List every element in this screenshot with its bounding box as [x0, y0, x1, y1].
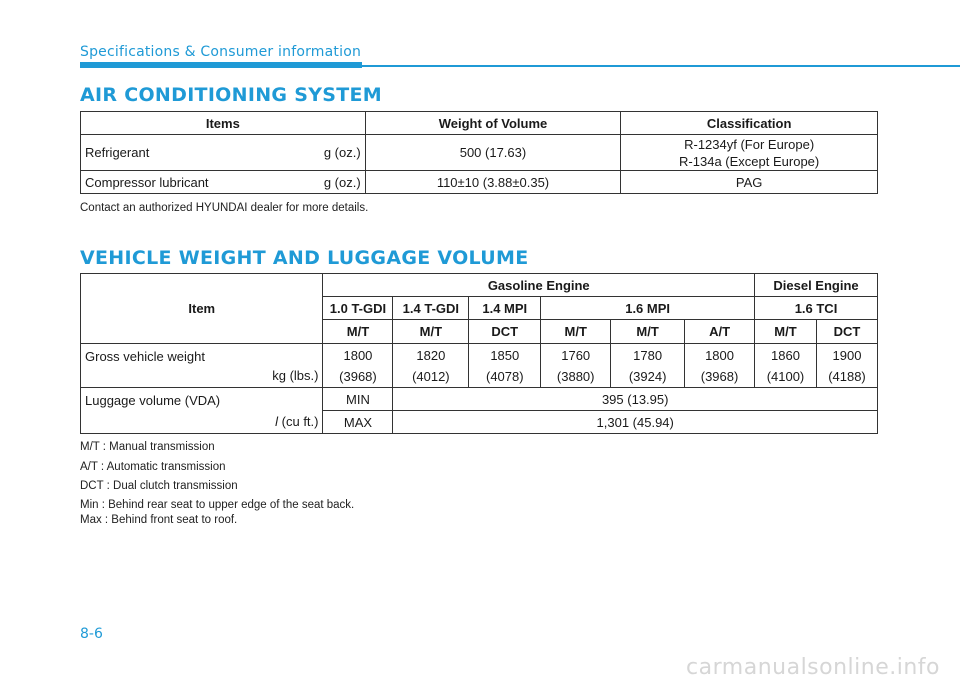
gasoline-header: Gasoline Engine	[323, 274, 755, 297]
gvw-kg: 1800	[343, 347, 373, 363]
ac-header-row	[81, 112, 878, 135]
col-classification: Classification	[621, 112, 878, 135]
liter-symbol: l	[275, 413, 279, 429]
engine-header: 1.4 T-GDI	[393, 297, 469, 320]
max-label: MAX	[323, 411, 393, 434]
gvw-cell	[393, 344, 469, 388]
ac-table	[80, 111, 878, 194]
trans-header: A/T	[685, 320, 755, 344]
note-min: Min : Behind rear seat to upper edge of the seat back.	[80, 499, 355, 511]
engine-header: 1.4 MPI	[469, 297, 541, 320]
gvw-cell	[755, 344, 817, 388]
item-label: Compressor lubricant	[85, 174, 209, 190]
gvw-kg: 1860	[771, 347, 800, 363]
gvw-kg: 1820	[416, 347, 446, 363]
item-label: Refrigerant	[85, 145, 150, 160]
gvw-lbs: (3968)	[700, 368, 739, 384]
gvw-lbs: (3880)	[556, 368, 595, 384]
vw-table	[80, 273, 878, 434]
engine-type-row	[81, 274, 878, 297]
gvw-unit: kg (lbs.)	[272, 367, 319, 383]
max-value: 1,301 (45.94)	[393, 411, 878, 434]
trans-header: DCT	[816, 320, 877, 344]
gvw-label-cell	[81, 344, 323, 388]
page-number: 8-6	[80, 626, 103, 642]
min-value: 395 (13.95)	[393, 388, 878, 411]
gvw-cell	[685, 344, 755, 388]
weight-cell: 500 (17.63)	[365, 135, 621, 171]
item-unit: g (oz.)	[323, 145, 361, 160]
gvw-label: Gross vehicle weight	[85, 348, 205, 364]
gvw-cell	[816, 344, 877, 388]
table-row	[81, 135, 878, 171]
class-cell: PAG	[621, 171, 878, 194]
vw-title: VEHICLE WEIGHT AND LUGGAGE VOLUME	[80, 247, 529, 269]
engine-header: 1.6 TCI	[755, 297, 878, 320]
trans-header: M/T	[541, 320, 611, 344]
ac-title: AIR CONDITIONING SYSTEM	[80, 84, 382, 106]
gvw-lbs: (3924)	[628, 368, 667, 384]
class-cell	[621, 135, 878, 171]
trans-header: M/T	[323, 320, 393, 344]
engine-header: 1.0 T-GDI	[323, 297, 393, 320]
gvw-cell	[541, 344, 611, 388]
diesel-header: Diesel Engine	[755, 274, 878, 297]
note-max: Max : Behind front seat to roof.	[80, 514, 238, 526]
header-rule-thin	[362, 65, 960, 67]
luggage-label: Luggage volume (VDA)	[85, 392, 221, 408]
luggage-unit	[85, 411, 318, 432]
gvw-kg: 1850	[490, 347, 520, 363]
ac-note: Contact an authorized HYUNDAI dealer for more details.	[80, 202, 369, 214]
gvw-lbs: (4012)	[412, 368, 450, 384]
note-mt: M/T : Manual transmission	[80, 441, 215, 453]
section-header: Specifications & Consumer information	[80, 44, 362, 60]
gvw-cell	[611, 344, 685, 388]
item-header: Item	[81, 274, 323, 344]
trans-header: M/T	[611, 320, 685, 344]
gvw-lbs: (4188)	[828, 368, 866, 384]
item-unit: g (oz.)	[323, 174, 361, 190]
col-items: Items	[81, 112, 366, 135]
gvw-lbs: (4078)	[485, 368, 524, 384]
note-dct: DCT : Dual clutch transmission	[80, 480, 238, 492]
trans-header: DCT	[469, 320, 541, 344]
item-cell	[81, 135, 366, 171]
trans-header: M/T	[755, 320, 817, 344]
gvw-lbs: (4100)	[766, 368, 805, 384]
table-row	[81, 171, 878, 194]
gvw-kg: 1780	[633, 347, 663, 363]
col-weight: Weight of Volume	[365, 112, 621, 135]
class-line: R-134a (Except Europe)	[679, 153, 820, 169]
gvw-lbs: (3968)	[339, 368, 377, 384]
item-cell	[81, 171, 366, 194]
note-at: A/T : Automatic transmission	[80, 461, 226, 473]
watermark: carmanualsonline.info	[686, 655, 940, 680]
header-rule	[80, 62, 362, 68]
gvw-kg: 1760	[561, 347, 591, 363]
table-row	[81, 388, 878, 411]
engine-header: 1.6 MPI	[541, 297, 755, 320]
gvw-kg: 1900	[832, 347, 862, 363]
luggage-label-cell	[81, 388, 323, 434]
weight-cell: 110±10 (3.88±0.35)	[365, 171, 621, 194]
gvw-cell	[323, 344, 393, 388]
trans-header: M/T	[393, 320, 469, 344]
min-label: MIN	[323, 388, 393, 411]
gvw-cell	[469, 344, 541, 388]
table-row	[81, 344, 878, 388]
luggage-unit-text: (cu ft.)	[278, 413, 319, 429]
class-line: R-1234yf (For Europe)	[684, 136, 815, 152]
gvw-kg: 1800	[705, 347, 734, 363]
